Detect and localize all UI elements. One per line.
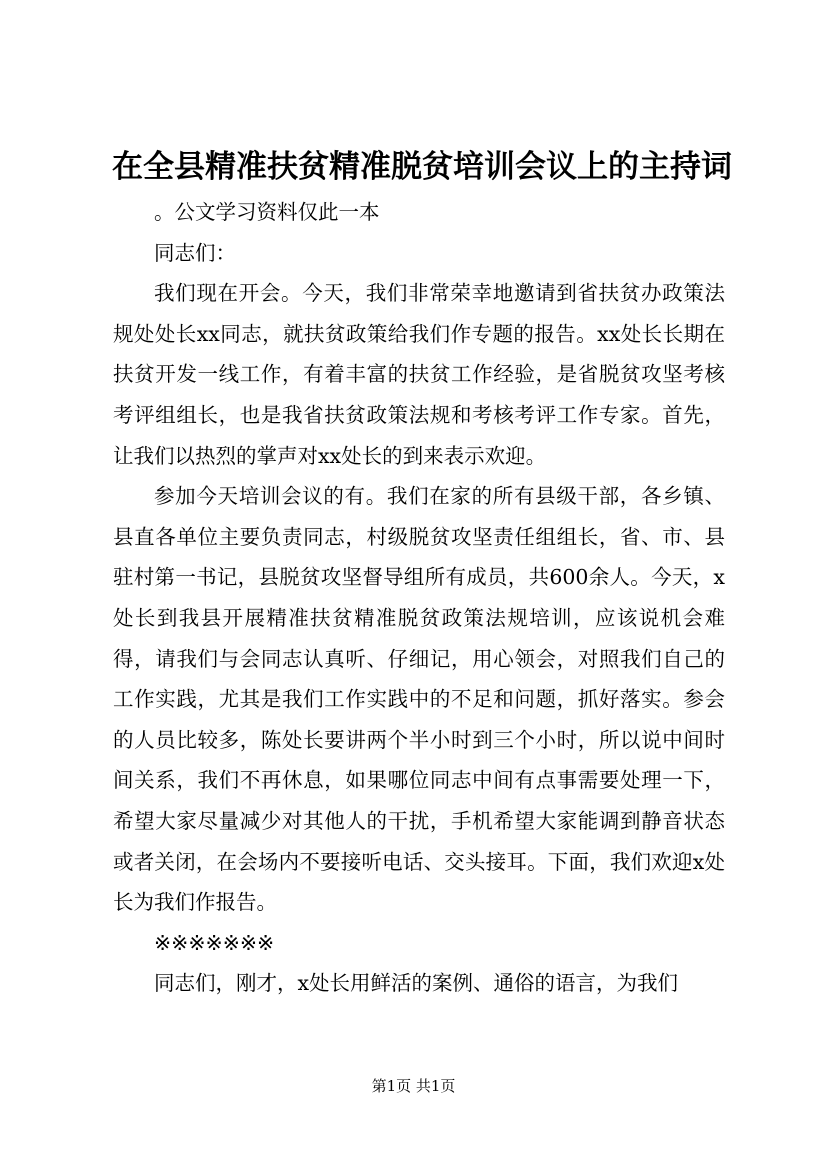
paragraph-note: 。公文学习资料仅此一本 <box>154 200 380 224</box>
paragraph-opening: 我们现在开会。今天，我们非常荣幸地邀请到省扶贫办政策法规处处长xx同志，就扶贫政策给我们作专题的报告。xx处长长期在扶贫开发一线工作，有着丰富的扶贫工作经验，是省脱贫攻坚考核考评组组长，也是我省扶贫政策法规和考核考评工作专家。首先，让我们以热烈的掌声对xx处长的到来表示欢迎。 <box>113 281 725 468</box>
document-title: 在全县精准扶贫精准脱贫培训会议上的主持词 <box>112 149 732 185</box>
page-footer: 第1页 共1页 <box>371 1077 456 1095</box>
paragraph-attendees: 参加今天培训会议的有。我们在家的所有县级干部，各乡镇、县直各单位主要负责同志，村级脱贫攻坚责任组组长，省、市、县驻村第一书记，县脱贫攻坚督导组所有成员，共600余人。今天，x处长到我县开展精准扶贫精准脱贫政策法规培训，应该说机会难得，请我们与会同志认真听、仔细记，用心领会，对照我们自己的工作实践，尤其是我们工作实践中的不足和问题，抓好落实。参会的人员比较多，陈处长要讲两个半小时到三个小时，所以说中间时间关系，我们不再休息，如果哪位同志中间有点事需要处理一下，希望大家尽量减少对其他人的干扰，手机希望大家能调到静音状态或者关闭，在会场内不要接听电话、交头接耳。下面，我们欢迎x处长为我们作报告。 <box>113 484 725 915</box>
paragraph-salutation: 同志们： <box>154 240 236 265</box>
paragraph-separator: ※※※※※※※ <box>154 930 275 955</box>
document-body <box>113 192 725 1004</box>
paragraph-closing: 同志们，刚才，x处长用鲜活的案例、通俗的语言，为我们 <box>154 971 679 996</box>
